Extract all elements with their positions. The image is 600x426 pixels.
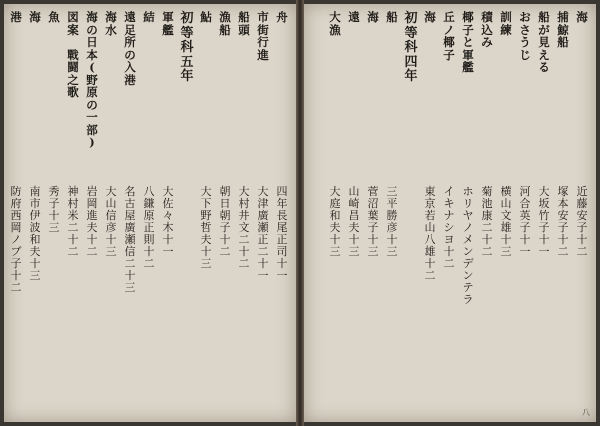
entry-author: 防 府 西 岡 ノ ブ 子 十 二 [10,185,22,294]
entry-title: 海 水 [105,10,117,37]
entry-title: 海 [367,10,379,24]
entry-author: 南 市 伊 波 和 夫 十 三 [29,185,41,282]
entry-author: ホ リ ヤ ノ メ ン デ ン テ ラ [462,185,474,306]
entry-author: 大 山 信 彦 十 三 [105,185,117,258]
entry-author: 秀 子 十 三 [48,185,60,234]
entry-title: 訓 練 [500,10,512,37]
entry-author: 横 山 文 雄 十 三 [500,185,512,258]
entry-author: 河 合 英 子 十 一 [519,185,531,258]
entry-author: 朝 日 朝 子 十 二 [219,185,231,258]
entry-author: 大 庭 和 夫 十 三 [329,185,341,258]
entry-title: 鮎 [200,10,212,24]
entry-title: 漁 船 [219,10,231,37]
entry-author: 近 藤 安 子 十 二 [576,185,588,258]
entry-author: 大 佐 々 木 十 一 [162,185,174,258]
entry-title: 海 [576,10,588,24]
entry-author: 大 村 井 文 二 十 二 [238,185,250,270]
entry-author: 菊 池 康 二 十 二 [481,185,493,258]
entry-author: 大 坂 竹 子 十 一 [538,185,550,258]
entry-author: 大 津 廣 瀬 正 二 十 一 [257,185,269,282]
entry-author: イ キ ナ シ ヨ 十 二 [443,185,455,270]
entry-author: 名 古 屋 廣 瀬 信 二 十 三 [124,185,136,294]
entry-title: 大 漁 [329,10,341,37]
entry-title: 海 [29,10,41,24]
entry-author: 山 崎 昌 夫 十 三 [348,185,360,258]
entry-author: 三 平 勝 彦 十 三 [386,185,398,258]
entry-title: 積 込 み [481,10,493,49]
entry-title: 船 頭 [238,10,250,37]
entry-title: 図 案 戰 闘 之 歌 [67,10,79,99]
entry-title: 丘 ノ 椰 子 [443,10,455,62]
entry-title: 遠 [348,10,360,24]
entry-author: 塚 本 安 子 十 二 [557,185,569,258]
entry-title: 海 の 日 本 ( 野 原 の 一 部 ) [86,10,98,149]
entry-author: 岩 岡 進 夫 十 二 [86,185,98,258]
entry-title: 市 街 行 進 [257,10,269,62]
entry-title: 船 が 見 え る [538,10,550,74]
entry-author: 大 下 野 哲 夫 十 三 [200,185,212,270]
entry-title: 港 [10,10,22,24]
entry-title: 遠 足 所 の 入 港 [124,10,136,87]
right-page [304,4,596,422]
book-gutter [296,0,304,426]
entry-author: 四 年 長 尾 正 司 十 一 [276,185,288,282]
entry-title: 魚 [48,10,60,24]
entry-title: 船 [386,10,398,24]
entry-author: 東 京 若 山 八 雄 十 二 [424,185,436,282]
entry-title: お さ う じ [519,10,531,62]
entry-title: 軍 艦 [162,10,174,37]
entry-title: 海 [424,10,436,24]
section-heading: 初 等 科 五 年 [180,11,194,84]
entry-author: 八 鎌 原 正 則 十 二 [143,185,155,270]
entry-title: 結 [143,10,155,24]
entry-author: 菅 沼 葉 子 十 三 [367,185,379,258]
entry-title: 舟 [276,10,288,24]
entry-title: 椰 子 と 軍 艦 [462,10,474,74]
section-heading: 初 等 科 四 年 [404,11,418,84]
left-page [4,4,296,422]
page-number: 八 [582,408,590,417]
entry-title: 捕 鯨 船 [557,10,569,49]
entry-author: 神 村 米 二 十 二 [67,185,79,258]
